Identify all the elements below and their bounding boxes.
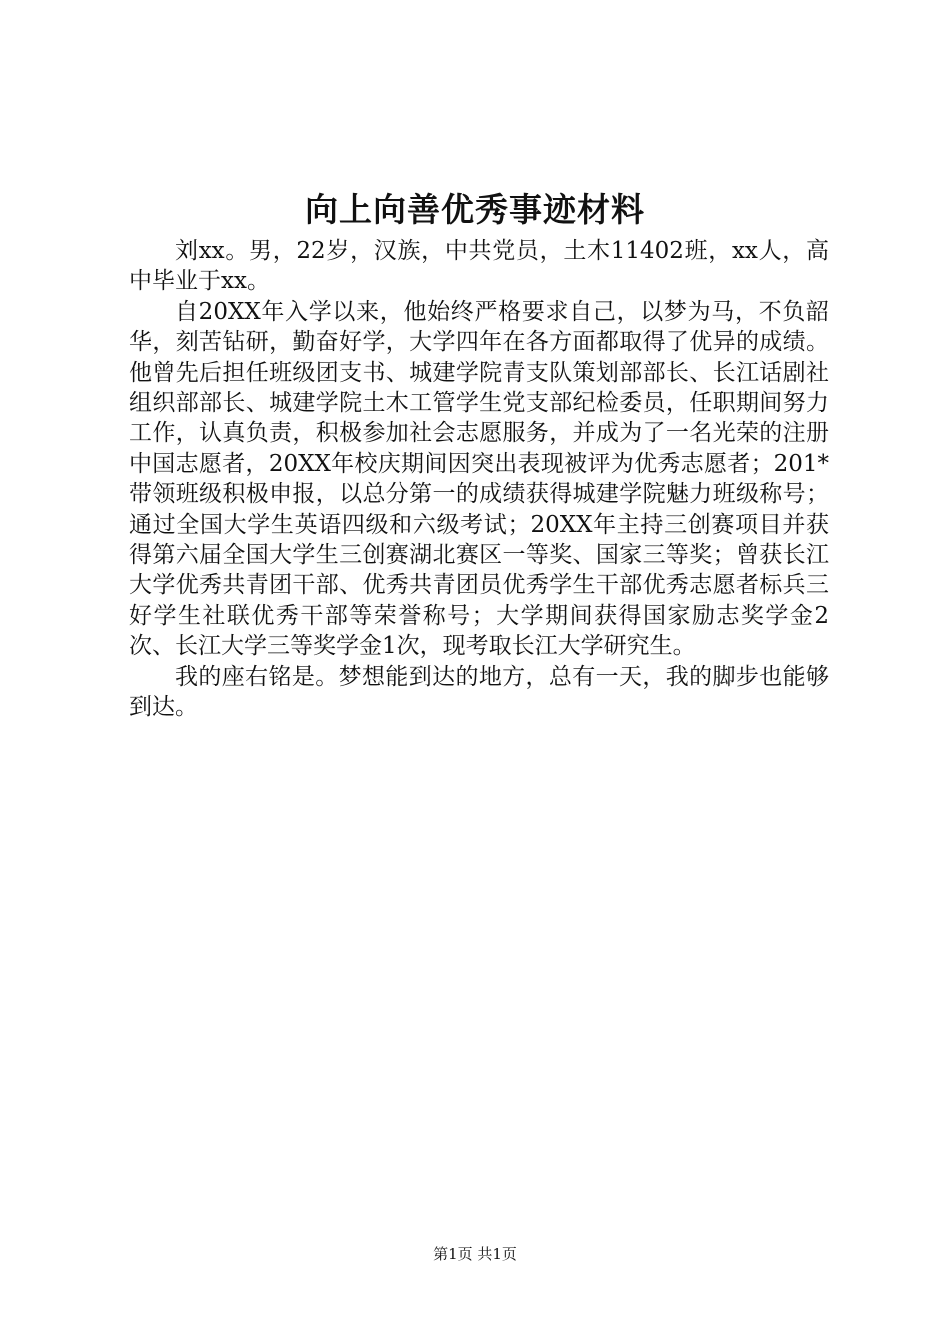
page-footer: 第1页 共1页: [433, 1245, 517, 1263]
document-body: [129, 236, 829, 723]
paragraph-achievements: 自20XX年入学以来，他始终严格要求自己，以梦为马，不负韶华，刻苦钻研，勤奋好学，大学四年在各方面都取得了优异的成绩。他曾先后担任班级团支书、城建学院青支队策划部部长、长江话剧社组织部部长、城建学院土木工管学生党支部纪检委员，任职期间努力工作，认真负责，积极参加社会志愿服务，并成为了一名光荣的注册中国志愿者，20XX年校庆期间因突出表现被评为优秀志愿者；201*带领班级积极申报，以总分第一的成绩获得城建学院魅力班级称号；通过全国大学生英语四级和六级考试；20XX年主持三创赛项目并获得第六届全国大学生三创赛湖北赛区一等奖、国家三等奖；曾获长江大学优秀共青团干部、优秀共青团员优秀学生干部优秀志愿者标兵三好学生社联优秀干部等荣誉称号；大学期间获得国家励志奖学金2次、长江大学三等奖学金1次，现考取长江大学研究生。: [129, 298, 829, 660]
paragraph-motto: 我的座右铭是。梦想能到达的地方，总有一天，我的脚步也能够到达。: [129, 663, 829, 721]
document-title: 向上向善优秀事迹材料: [305, 190, 645, 229]
paragraph-intro: 刘xx。男，22岁，汉族，中共党员，土木11402班，xx人，高中毕业于xx。: [129, 238, 829, 295]
